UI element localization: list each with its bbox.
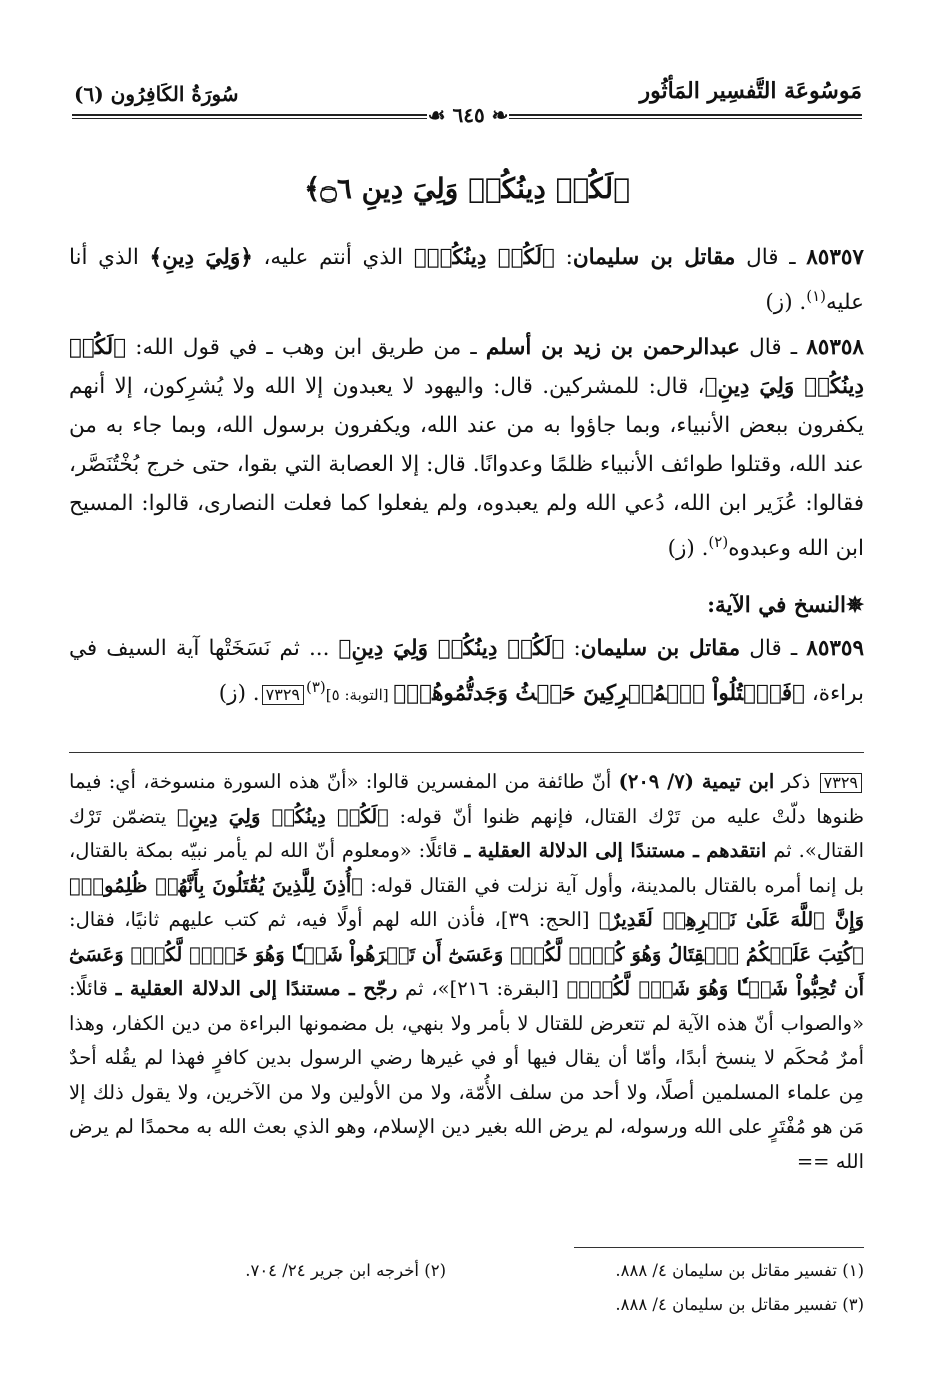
footnote-ref[interactable]: (١) (806, 287, 827, 305)
quran-quote: ﴿لَكُمۡ دِينُكُمۡ وَلِيَ دِينِ﴾ (176, 804, 389, 828)
quran-quote: ﴿أُذِنَ لِلَّذِينَ يُقَٰتَلُونَ بِأَنَّهُمۡ ظُلِمُواْۚ وَإِنَّ ٱللَّهَ عَلَىٰ نَصۡرِهِمۡ لَقَدِيرٌ﴾ (69, 873, 864, 931)
note-text: [البقرة: ٢١٦]»، ثم (397, 977, 567, 1000)
footnote-ref[interactable]: (٢) (708, 533, 729, 552)
entry-85359 (69, 629, 864, 715)
surah-title: سُورَةُ الكَافِرُون (٦) (74, 82, 239, 106)
entry-text: الذي أنتم عليه، (252, 245, 414, 270)
note-separator (69, 752, 864, 753)
star-ornament-icon: ✵ (845, 593, 864, 619)
note-text: قائلًا: «والصواب أنّ هذه الآية لم تتعرض للقتال لا بأمر ولا بنهي، بل مضمونها البراءة من دين الكفار، وهذا أمرٌ مُحكَم لا ينسخ أبدًا، وأمّا أن يقال فيها أو في غيرها رضي الرسول بدين كافرٍ فهذا لم يقُله أحدٌ مِن علماء المسلمين أصلًا، ولا أحد من سلف الأُمّة، ولا من الأولين ولا من الآخرين، ولا يقول ذلك إلا مَن هو مُفْتَرٍ على الله ورسوله، لم يرض الله بغير دين الإسلام، وهو الذي بعث الله به محمدًا لم يرض الله == (69, 977, 864, 1173)
entry-text: الذي أنا عليه (69, 245, 864, 316)
note-bold: ابن تيمية (٧/ ٢٠٩) (618, 770, 775, 793)
main-text (69, 238, 864, 721)
entry-text: : (554, 245, 573, 270)
entry-narrator: عبدالرحمن بن زيد بن أسلم (485, 335, 740, 361)
entry-number: ٨٥٣٥٨ (806, 335, 864, 361)
footnote-3: (٣) تفسير مقاتل بن سليمان ٤/ ٨٨٨. (615, 1295, 864, 1314)
book-title: مَوسُوعَة التَّفسِير المَأثُور (639, 78, 862, 104)
quran-quote: ﴿لَكُمۡ دِينُكُمۡ وَلِيَ دِينِ﴾ (69, 335, 864, 400)
entry-sep: ـ قال (735, 245, 807, 270)
entry-narrator: مقاتل بن سليمان (580, 636, 741, 662)
quran-quote: ﴿لَكُمۡ دِينُكُمۡ وَلِيَ دِينِ﴾ (338, 636, 565, 662)
entry-85357 (69, 238, 864, 322)
entry-tail: . (ز) (218, 681, 260, 707)
page-number (427, 100, 509, 130)
note-bold: انتقدهم ـ مستندًا إلى الدلالة العقلية ـ (464, 839, 767, 862)
verse-reference: [التوبة: ٥] (325, 686, 394, 705)
entry-number: ٨٥٣٥٩ (806, 636, 865, 662)
footnote-1: (١) تفسير مقاتل بن سليمان ٤/ ٨٨٨. (615, 1261, 864, 1280)
entry-tail: . (ز) (765, 290, 807, 316)
page-number-ornament-left-icon: ❧ (484, 103, 509, 127)
entry-text: ـ من طريق ابن وهب ـ في قول الله: (126, 335, 486, 361)
note-text: أنّ طائفة من المفسرين قالوا: «أنّ هذه السورة منسوخة، أي: فيما ظنوها دلّتْ عليه من تَرْك القتال، فإنهم ظنوا أنّ قوله: (69, 770, 865, 828)
footnote-separator (574, 1247, 864, 1248)
quran-quote: ﴿لَكُمۡ دِينُكُمۡ﴾ (413, 245, 555, 270)
footnote-2: (٢) أخرجه ابن جرير ٢٤/ ٧٠٤. (245, 1261, 446, 1280)
section-title: النسخ في الآية: (707, 593, 846, 619)
entry-text: : (564, 636, 581, 662)
quran-quote: ﴿فَٱقۡتُلُواْ ٱلۡمُشۡرِكِينَ حَيۡثُ وَجَدتُّمُوهُمۡ﴾ (393, 681, 806, 707)
note-number-badge: ٧٣٢٩ (820, 773, 862, 793)
entry-number: ٨٥٣٥٧ (806, 245, 864, 270)
entry-sep: ـ قال (740, 636, 807, 662)
quran-quote: ﴿وَلِيَ دِينِ﴾ (149, 245, 253, 270)
entry-text: ... ثم نَسَخَتْها آية السيف في براءة، (69, 636, 864, 707)
entry-tail: . (ز) (667, 536, 709, 562)
verse-heading: ﴿لَكُمۡ دِينُكُمۡ وَلِيَ دِينِ ۝٦﴾ (304, 172, 630, 205)
page-number-text: ٦٤٥ (452, 103, 485, 127)
entry-sep: ـ قال (740, 335, 807, 361)
page-number-ornament-right-icon: ☙ (427, 103, 453, 127)
note-bold: رجّح ـ مستندًا إلى الدلالة العقلية ـ (115, 977, 398, 1000)
note-text: ذكر (774, 770, 818, 793)
commentary-note (69, 765, 864, 1179)
footnote-ref[interactable]: (٣) (306, 678, 326, 697)
note-text: يتضمّن تَرْك القتال». ثم (69, 804, 864, 862)
entry-text: ، قال: للمشركين. قال: واليهود لا يعبدون إلا الله ولا يُشرِكون، إلا أنهم يكفرون ببعض الأنبياء، وبما جاؤوا به من عند الله، ويكفرون برسول الله، وبما جاء به من عند الله، وقتلوا طوائف الأنبياء ظلمًا وعدوانًا. قال: إلا العصابة التي بقوا، حتى خرج بُخْتُنَصَّر، فقالوا: عُزَير ابن الله، دُعي الله ولم يعبدوه، ولم يفعلوا كما فعلت النصارى، قالوا: المسيح ابن الله وعبدوه (69, 374, 864, 562)
note-text: قائلًا: «ومعلوم أنّ الله لم يأمر نبيّه بمكة بالقتال، بل إنما أمره بالقتال بالمدينة، وأول آية نزلت في القتال قوله: (69, 839, 864, 897)
section-heading (69, 586, 864, 625)
note-text: [الحج: ٣٩]، فأذن الله لهم أولًا فيه، ثم كتب عليهم ثانيًا، فقال: (69, 908, 599, 931)
quran-quote: ﴿كُتِبَ عَلَيۡكُمُ ٱلۡقِتَالُ وَهُوَ كُرۡهٞ لَّكُمۡۖ وَعَسَىٰٓ أَن تَكۡرَهُواْ شَيۡـٔٗا وَهُوَ خَيۡرٞ لَّكُمۡۖ وَعَسَىٰٓ أَن تُحِبُّواْ شَيۡـٔٗا وَهُوَ شَرّٞ لَّكُمۡۚ﴾ (69, 942, 864, 1000)
entry-narrator: مقاتل بن سليمان (572, 245, 736, 270)
entry-85358 (69, 328, 864, 568)
note-ref-badge[interactable]: ٧٣٢٩ (262, 685, 304, 705)
